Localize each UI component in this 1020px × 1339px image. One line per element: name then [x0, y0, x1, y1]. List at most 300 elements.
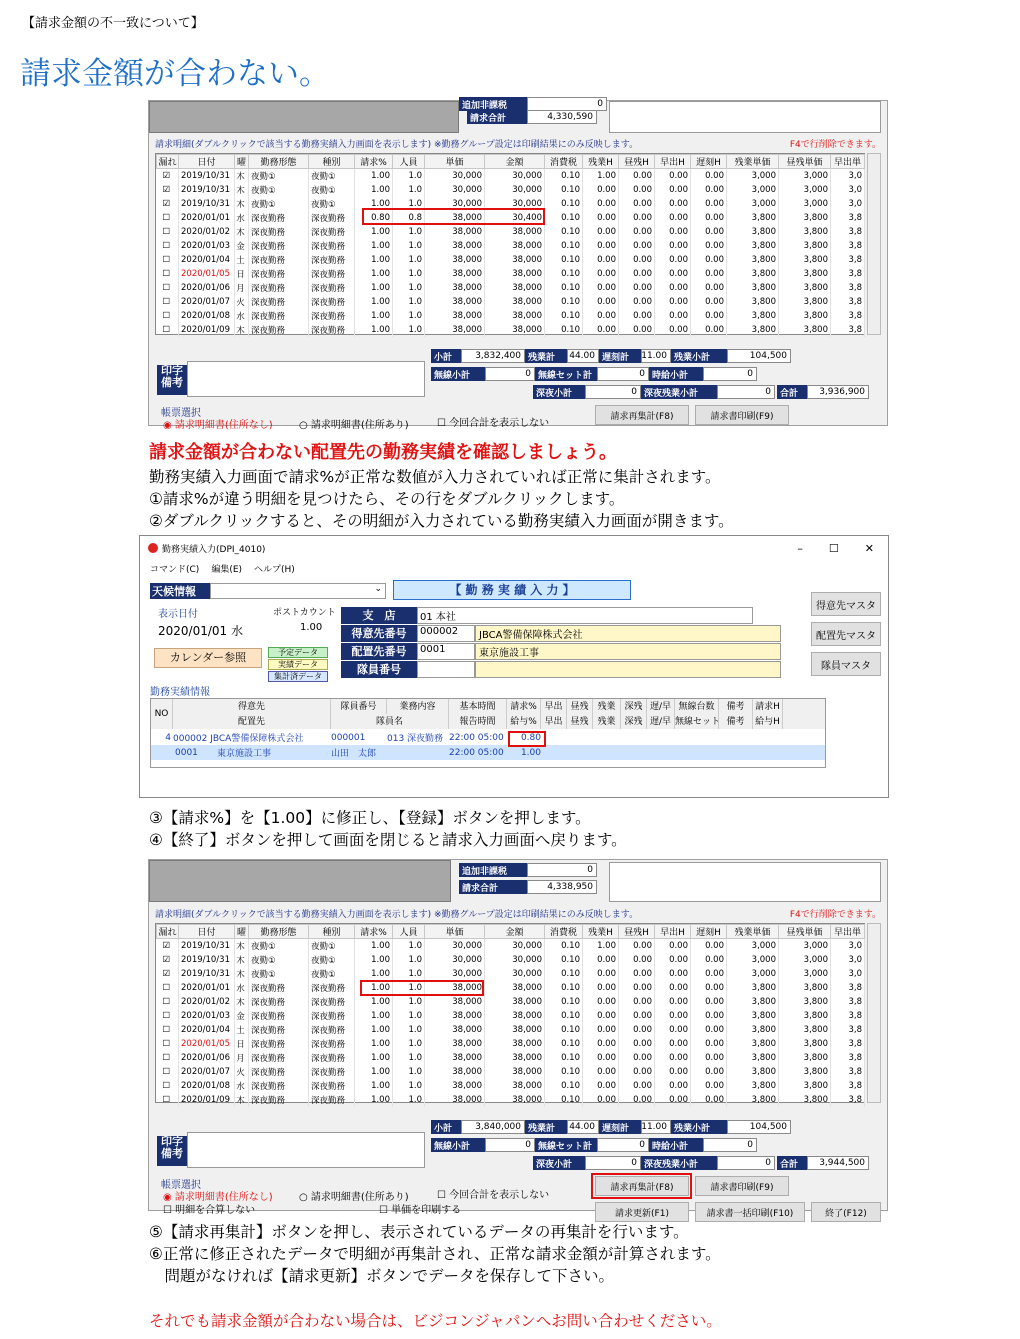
col-header[interactable]: 早出単 [831, 155, 865, 169]
cell-su: 3,8 [831, 995, 865, 1009]
cell-h: 0.00 [619, 953, 655, 967]
cell-form: 深夜勤務 [249, 211, 309, 225]
row2-pct: 1.00 [520, 747, 541, 758]
cell-h: 0.00 [619, 967, 655, 981]
cell-h: 0.00 [619, 211, 655, 225]
cell-chk[interactable]: ☑ [157, 197, 179, 211]
cell-z: 0.00 [583, 981, 619, 995]
yotei-data-tag: 予定データ [268, 647, 328, 658]
table-row[interactable] [157, 1093, 865, 1107]
table-row[interactable] [157, 1051, 865, 1065]
cell-z: 0.00 [583, 953, 619, 967]
col-header[interactable]: 人員 [393, 925, 425, 939]
cell-unit: 38,000 [425, 281, 485, 295]
cell-kind: 深夜勤務 [309, 295, 355, 309]
seikyu-gokei-value: 4,330,590 [527, 110, 597, 124]
cell-tax: 0.10 [545, 981, 583, 995]
post-count-value[interactable]: 1.00 [300, 622, 323, 633]
col-header[interactable]: 金額 [485, 925, 545, 939]
cell-date: 2019/10/31 [179, 939, 235, 953]
cell-kind: 深夜勤務 [309, 211, 355, 225]
cell-tax: 0.10 [545, 1065, 583, 1079]
gokei-label: 合計 [777, 385, 807, 399]
col-header[interactable]: 曜 [235, 155, 249, 169]
print-button[interactable]: 請求書印刷(F9) [695, 405, 789, 425]
cell-hu: 3,000 [779, 939, 831, 953]
table-row[interactable] [157, 939, 865, 953]
attendance-col-header: 無線台数 [675, 699, 719, 714]
cell-dow: 水 [235, 309, 249, 323]
cell-tax: 0.10 [545, 1079, 583, 1093]
cell-c: 0.00 [691, 211, 727, 225]
cell-hu: 3,000 [779, 197, 831, 211]
cell-chk[interactable]: ☐ [157, 1037, 179, 1051]
col-header[interactable]: 早出単 [831, 925, 865, 939]
attendance-col-header: 請求% [507, 699, 541, 714]
cell-chk[interactable]: ☐ [157, 323, 179, 337]
cell-dow: 金 [235, 239, 249, 253]
summary-row-2 [431, 367, 757, 381]
cell-s: 0.00 [655, 309, 691, 323]
cell-amt: 30,000 [485, 953, 545, 967]
shinya-label: 深夜小計 [533, 385, 585, 399]
cell-s: 0.00 [655, 1093, 691, 1107]
cell-hu: 3,800 [779, 323, 831, 337]
cell-date: 2020/01/08 [179, 309, 235, 323]
shokei-label-2: 小計 [431, 1120, 461, 1134]
col-header[interactable]: 人員 [393, 155, 425, 169]
cell-chk[interactable]: ☑ [157, 939, 179, 953]
shukei-data-tag: 集計済データ [268, 671, 328, 682]
cell-tax: 0.10 [545, 967, 583, 981]
cell-n: 0.8 [393, 211, 425, 225]
musen-value-2: 0 [485, 1138, 535, 1152]
attendance-col-header: 配置先 [173, 714, 331, 729]
musenset-label: 無線セット計 [535, 367, 597, 381]
cell-zu: 3,800 [727, 309, 779, 323]
cell-unit: 38,000 [425, 1093, 485, 1107]
cell-dow: 木 [235, 953, 249, 967]
cell-zu: 3,800 [727, 225, 779, 239]
col-header[interactable]: 消費税 [545, 925, 583, 939]
radio-no-address[interactable]: ◉ 請求明細書(住所なし) [163, 420, 273, 431]
menu-edit[interactable]: 編集(E) [211, 565, 243, 575]
cell-date: 2020/01/06 [179, 1051, 235, 1065]
cell-z: 1.00 [583, 169, 619, 183]
cell-chk[interactable]: ☐ [157, 981, 179, 995]
tsuika-value-2: 0 [527, 863, 597, 877]
table-row[interactable] [157, 1023, 865, 1037]
col-header[interactable]: 種別 [309, 155, 355, 169]
col-header[interactable]: 残業H [583, 155, 619, 169]
col-header[interactable]: 遅刻H [691, 925, 727, 939]
cell-chk[interactable]: ☐ [157, 295, 179, 309]
col-header[interactable]: 残業H [583, 925, 619, 939]
branch-select[interactable]: 01 本社 [417, 607, 753, 624]
cell-chk[interactable]: ☑ [157, 183, 179, 197]
minimize-icon[interactable]: – [797, 541, 803, 555]
grid-scrollbar[interactable] [867, 153, 881, 335]
attendance-row-2[interactable] [151, 745, 825, 760]
shinya-value: 0 [585, 385, 641, 399]
cell-date: 2020/01/07 [179, 295, 235, 309]
page-title: 請求金額が合わない。 [20, 56, 330, 92]
table-row[interactable] [157, 183, 865, 197]
cell-h: 0.00 [619, 197, 655, 211]
cell-chk[interactable]: ☐ [157, 253, 179, 267]
memo-label-2: 印字 備考 [157, 1136, 187, 1166]
delete-hint-2: F4で行削除できます。 [789, 910, 881, 920]
cell-unit: 38,000 [425, 1037, 485, 1051]
table-row[interactable] [157, 309, 865, 323]
row-guard-code: 000001 [331, 732, 366, 743]
attendance-col-header: 基本時間 [449, 699, 507, 714]
table-row[interactable] [157, 995, 865, 1009]
cell-pct: 1.00 [355, 1009, 393, 1023]
cell-n: 1.0 [393, 1037, 425, 1051]
display-date-value[interactable]: 2020/01/01 水 [158, 624, 243, 638]
col-header[interactable]: 日付 [179, 155, 235, 169]
cell-c: 0.00 [691, 267, 727, 281]
cell-dow: 木 [235, 183, 249, 197]
table-row[interactable] [157, 267, 865, 281]
small-heading: 【請求金額の不一致について】 [22, 16, 204, 31]
cell-z: 0.00 [583, 1051, 619, 1065]
highlight-wrong-row [362, 208, 545, 225]
menu-command[interactable]: コマンド(C) [150, 565, 200, 575]
close-icon[interactable]: ✕ [864, 541, 874, 555]
cell-chk[interactable]: ☐ [157, 1009, 179, 1023]
top-gray-panel-2 [149, 860, 451, 902]
cell-tax: 0.10 [545, 183, 583, 197]
cell-amt: 30,000 [485, 183, 545, 197]
summary-row-1 [431, 349, 791, 363]
cell-n: 1.0 [393, 1051, 425, 1065]
cell-s: 0.00 [655, 1079, 691, 1093]
cell-kind: 深夜勤務 [309, 309, 355, 323]
cell-form: 深夜勤務 [249, 995, 309, 1009]
col-header[interactable]: 勤務形態 [249, 155, 309, 169]
cell-h: 0.00 [619, 1023, 655, 1037]
cell-unit: 30,000 [425, 967, 485, 981]
client-row [341, 625, 781, 642]
table-row[interactable] [157, 981, 865, 995]
cell-su: 3,8 [831, 1079, 865, 1093]
col-header[interactable]: 昼残H [619, 925, 655, 939]
grid-scrollbar-2[interactable] [867, 923, 881, 1103]
zangyoshokei-label-2: 残業小計 [671, 1120, 727, 1134]
cell-amt: 38,000 [485, 1051, 545, 1065]
cell-amt: 38,000 [485, 1037, 545, 1051]
col-header[interactable]: 昼残H [619, 155, 655, 169]
radio-with-address[interactable]: ○ 請求明細書(住所あり) [299, 420, 409, 431]
cell-chk[interactable]: ☑ [157, 169, 179, 183]
cell-dow: 月 [235, 281, 249, 295]
attendance-col-header: 深残 [621, 714, 647, 729]
table-row[interactable] [157, 323, 865, 337]
cell-form: 夜勤① [249, 197, 309, 211]
col-header[interactable]: 請求% [355, 925, 393, 939]
col-header[interactable]: 単価 [425, 925, 485, 939]
radio-no-address-2[interactable]: ◉ 請求明細書(住所なし) [163, 1192, 273, 1203]
display-date-label: 表示日付 [158, 609, 198, 620]
cell-unit: 30,000 [425, 939, 485, 953]
cell-chk[interactable]: ☐ [157, 1051, 179, 1065]
cell-unit: 30,000 [425, 953, 485, 967]
radio-with-address-2[interactable]: ○ 請求明細書(住所あり) [299, 1192, 409, 1203]
cell-zu: 3,000 [727, 197, 779, 211]
cell-s: 0.00 [655, 253, 691, 267]
cell-zu: 3,800 [727, 295, 779, 309]
cell-dow: 水 [235, 1079, 249, 1093]
table-row[interactable] [157, 1009, 865, 1023]
col-header[interactable]: 金額 [485, 155, 545, 169]
table-row[interactable] [157, 1065, 865, 1079]
cell-chk[interactable]: ☑ [157, 967, 179, 981]
col-header[interactable]: 昼残単価 [779, 155, 831, 169]
cell-tax: 0.10 [545, 309, 583, 323]
cell-amt: 30,000 [485, 939, 545, 953]
post-count-label: ポストカウント [273, 608, 336, 618]
grid-header-row-2 [157, 925, 865, 939]
cell-dow: 木 [235, 323, 249, 337]
attendance-col-header: 業務内容 [387, 699, 449, 714]
col-header[interactable]: 残業単価 [727, 155, 779, 169]
top-memo-box-2[interactable] [609, 862, 881, 902]
cell-tax: 0.10 [545, 211, 583, 225]
cell-n: 1.0 [393, 239, 425, 253]
end-button[interactable]: 終了(F12) [811, 1202, 881, 1222]
attendance-row-1[interactable] [151, 730, 825, 745]
musen-label-2: 無線小計 [431, 1138, 485, 1152]
gokei-value: 3,936,900 [807, 385, 869, 399]
chikokukei-label-2: 遅刻計 [599, 1120, 641, 1134]
cell-chk[interactable]: ☑ [157, 953, 179, 967]
cell-chk[interactable]: ☐ [157, 1093, 179, 1107]
menu-help[interactable]: ヘルプ(H) [254, 565, 295, 575]
hide-total-checkbox[interactable]: ☐ 今回合計を表示しない [437, 418, 550, 429]
col-header[interactable]: 早出H [655, 925, 691, 939]
window-title: 勤務実績入力(DPI_4010) [162, 544, 266, 555]
zangyoshokei-label: 残業小計 [671, 349, 727, 363]
maximize-icon[interactable]: ☐ [828, 541, 839, 555]
cell-pct: 1.00 [355, 225, 393, 239]
cell-hu: 3,800 [779, 253, 831, 267]
cell-chk[interactable]: ☐ [157, 211, 179, 225]
guard-master-button[interactable]: 隊員マスタ [811, 652, 881, 676]
cell-zu: 3,800 [727, 281, 779, 295]
col-header[interactable]: 遅刻H [691, 155, 727, 169]
table-row[interactable] [157, 169, 865, 183]
attendance-grid[interactable] [150, 698, 826, 768]
col-header[interactable]: 昼残単価 [779, 925, 831, 939]
table-row[interactable] [157, 239, 865, 253]
col-header[interactable]: 種別 [309, 925, 355, 939]
cell-h: 0.00 [619, 1079, 655, 1093]
footer-contact-note: それでも請求金額が合わない場合は、ビジコンジャパンへお問い合わせください。 [149, 1312, 722, 1330]
calendar-button[interactable]: カレンダー参照 [154, 648, 262, 668]
cell-hu: 3,800 [779, 1079, 831, 1093]
client-code[interactable]: 000002 [417, 625, 475, 642]
cell-tax: 0.10 [545, 295, 583, 309]
cell-zu: 3,800 [727, 981, 779, 995]
instruction-step-6: ⑥正常に修正されたデータで明細が再集計され、正常な請求金額が計算されます。 [149, 1245, 721, 1263]
update-button[interactable]: 請求更新(F1) [595, 1202, 689, 1222]
table-row[interactable] [157, 953, 865, 967]
cell-dow: 水 [235, 981, 249, 995]
col-header[interactable]: 残業単価 [727, 925, 779, 939]
cell-pct: 1.00 [355, 939, 393, 953]
cell-kind: 夜勤① [309, 169, 355, 183]
attendance-col-header: 早出 [541, 699, 567, 714]
cell-chk[interactable]: ☐ [157, 309, 179, 323]
cell-chk[interactable]: ☐ [157, 225, 179, 239]
cell-form: 夜勤① [249, 967, 309, 981]
site-master-button[interactable]: 配置先マスタ [811, 622, 881, 646]
table-row[interactable] [157, 1037, 865, 1051]
bulk-print-button[interactable]: 請求書一括印刷(F10) [695, 1202, 805, 1222]
seikyu-gokei-row-2 [459, 880, 597, 894]
cell-chk[interactable]: ☐ [157, 995, 179, 1009]
cell-s: 0.00 [655, 953, 691, 967]
cell-su: 3,8 [831, 253, 865, 267]
col-header[interactable]: 日付 [179, 925, 235, 939]
print-unit-checkbox[interactable]: ☐ 単価を印刷する [379, 1205, 462, 1216]
row-duty: 013 深夜勤務 [387, 734, 444, 744]
col-header[interactable]: 勤務形態 [249, 925, 309, 939]
cell-n: 1.0 [393, 1065, 425, 1079]
cell-amt: 38,000 [485, 981, 545, 995]
cell-date: 2020/01/04 [179, 253, 235, 267]
cell-dow: 木 [235, 1093, 249, 1107]
seikyu-gokei-row [467, 110, 597, 124]
col-header[interactable]: 漏れ [157, 155, 179, 169]
cell-tax: 0.10 [545, 1023, 583, 1037]
cell-form: 夜勤① [249, 939, 309, 953]
cell-kind: 深夜勤務 [309, 239, 355, 253]
highlight-fixed-row [360, 980, 484, 996]
cell-unit: 38,000 [425, 1065, 485, 1079]
tsuika-row-2 [459, 863, 597, 877]
detail-grid[interactable] [155, 153, 865, 335]
cell-tax: 0.10 [545, 197, 583, 211]
cell-pct: 1.00 [355, 323, 393, 337]
zangyokei-label-2: 残業計 [525, 1120, 567, 1134]
cell-chk[interactable]: ☐ [157, 267, 179, 281]
recalc-button-2[interactable]: 請求再集計(F8) [595, 1176, 689, 1196]
site-code[interactable]: 0001 [417, 643, 475, 660]
cell-chk[interactable]: ☐ [157, 239, 179, 253]
jikyu-label: 時給小計 [649, 367, 703, 381]
guard-code[interactable] [417, 661, 475, 678]
memo-input[interactable] [187, 361, 425, 397]
top-memo-box[interactable] [609, 101, 881, 133]
col-header[interactable]: 単価 [425, 155, 485, 169]
top-gray-panel [149, 101, 459, 133]
cell-n: 1.0 [393, 1079, 425, 1093]
jisseki-data-tag: 実績データ [268, 659, 328, 670]
tenko-select[interactable]: ⌄ [210, 583, 386, 599]
row-pct[interactable]: 0.80 [520, 732, 541, 743]
cell-date: 2020/01/05 [179, 1037, 235, 1051]
memo-input-2[interactable] [187, 1132, 425, 1168]
detail-caption-text: 請求明細(ダブルクリックで該当する勤務実績入力画面を表示します) ※勤務グループ設定は印刷結果にのみ反映します。 [155, 140, 639, 150]
client-master-button[interactable]: 得意先マスタ [811, 592, 881, 616]
cell-form: 深夜勤務 [249, 295, 309, 309]
cell-z: 0.00 [583, 281, 619, 295]
cell-su: 3,8 [831, 323, 865, 337]
cell-unit: 38,000 [425, 323, 485, 337]
app-icon [148, 543, 158, 553]
cell-kind: 深夜勤務 [309, 253, 355, 267]
cell-h: 0.00 [619, 169, 655, 183]
col-header[interactable]: 請求% [355, 155, 393, 169]
col-header[interactable]: 消費税 [545, 155, 583, 169]
table-row[interactable] [157, 225, 865, 239]
row2-site: 東京施設工事 [217, 749, 272, 759]
table-row[interactable] [157, 281, 865, 295]
cell-kind: 深夜勤務 [309, 1079, 355, 1093]
cell-unit: 38,000 [425, 1051, 485, 1065]
cell-unit: 30,000 [425, 197, 485, 211]
cell-s: 0.00 [655, 967, 691, 981]
cell-c: 0.00 [691, 253, 727, 267]
shinyazan-value-2: 0 [717, 1156, 775, 1170]
cell-c: 0.00 [691, 995, 727, 1009]
cell-z: 0.00 [583, 1009, 619, 1023]
table-row[interactable] [157, 1079, 865, 1093]
cell-h: 0.00 [619, 1093, 655, 1107]
cell-unit: 38,000 [425, 1023, 485, 1037]
cell-n: 1.0 [393, 281, 425, 295]
cell-chk[interactable]: ☐ [157, 1079, 179, 1093]
col-header[interactable]: 曜 [235, 925, 249, 939]
cell-zu: 3,800 [727, 1079, 779, 1093]
cell-form: 夜勤① [249, 953, 309, 967]
cell-hu: 3,800 [779, 981, 831, 995]
table-row[interactable] [157, 295, 865, 309]
attendance-col-header: 昼残 [567, 714, 593, 729]
cell-kind: 夜勤① [309, 967, 355, 981]
print-button-2[interactable]: 請求書印刷(F9) [695, 1176, 789, 1196]
cell-date: 2020/01/09 [179, 1093, 235, 1107]
detail-grid-2[interactable] [155, 923, 865, 1106]
cell-date: 2019/10/31 [179, 967, 235, 981]
hide-total-checkbox-2[interactable]: ☐ 今回合計を表示しない [437, 1190, 550, 1201]
cell-dow: 日 [235, 1037, 249, 1051]
cell-h: 0.00 [619, 309, 655, 323]
table-row[interactable] [157, 253, 865, 267]
recalc-button[interactable]: 請求再集計(F8) [595, 405, 689, 425]
cell-n: 1.0 [393, 1009, 425, 1023]
cell-zu: 3,000 [727, 967, 779, 981]
col-header[interactable]: 早出H [655, 155, 691, 169]
table-row[interactable] [157, 967, 865, 981]
cell-zu: 3,000 [727, 939, 779, 953]
col-header[interactable]: 漏れ [157, 925, 179, 939]
cell-pct: 1.00 [355, 995, 393, 1009]
cell-chk[interactable]: ☐ [157, 1065, 179, 1079]
cell-s: 0.00 [655, 225, 691, 239]
cell-z: 0.00 [583, 183, 619, 197]
cell-chk[interactable]: ☐ [157, 1023, 179, 1037]
cell-c: 0.00 [691, 1023, 727, 1037]
no-merge-checkbox[interactable]: ☐ 明細を合算しない [163, 1205, 256, 1216]
cell-chk[interactable]: ☐ [157, 281, 179, 295]
cell-zu: 3,800 [727, 211, 779, 225]
cell-h: 0.00 [619, 225, 655, 239]
cell-kind: 深夜勤務 [309, 281, 355, 295]
